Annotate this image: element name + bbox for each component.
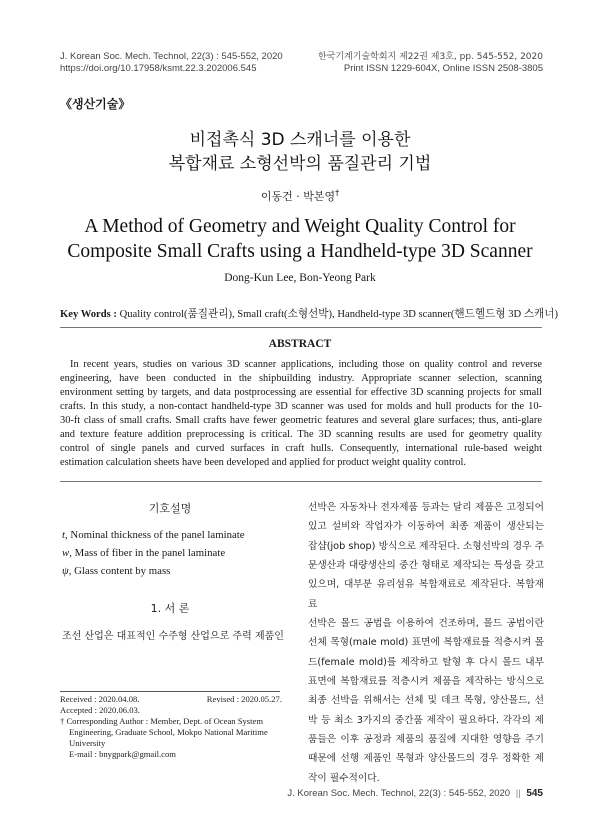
article-category: 《생산기술》 bbox=[60, 97, 131, 111]
title-english-line-2: Composite Small Crafts using a Handheld-type 3D Scanner bbox=[67, 241, 533, 262]
body-line: 때문에 선행 제품인 목형과 양산몰드의 경우 정확한 제 bbox=[308, 753, 544, 765]
page-number: 545 bbox=[526, 788, 543, 799]
keywords bbox=[60, 306, 558, 321]
title-korean bbox=[0, 128, 600, 176]
nomenclature-item bbox=[62, 526, 245, 544]
abstract-bottom-rule bbox=[60, 481, 542, 482]
nomenclature-item bbox=[62, 562, 245, 580]
header-journal-korean: 한국기계기술학회지 제22권 제3호, pp. 545-552, 2020 bbox=[317, 52, 543, 62]
body-line: 최종 선박을 위해서는 선체 및 데크 목형, 양산몰드, 선 bbox=[308, 695, 544, 707]
received-date: Received : 2020.04.08. bbox=[60, 694, 140, 704]
nomenclature-description: , Nominal thickness of the panel laminate bbox=[65, 529, 245, 541]
nomenclature-list bbox=[62, 526, 245, 580]
abstract-line: estimation calculation sheets have been developed and applied for product weight quality control. bbox=[60, 457, 466, 468]
body-line: 문생산과 대량생산의 중간 형태로 제작되는 특성을 갖고 bbox=[308, 560, 544, 572]
abstract-line: 30-ft class of small crafts. Small crafts have fewer geometric features and several glare surfaces; thus, anti-glare bbox=[60, 415, 542, 426]
body-line: 선체 목형(male mold) 표면에 복합재료를 적층시켜 몰 bbox=[308, 637, 544, 649]
nomenclature-heading: 기호설명 bbox=[148, 502, 192, 515]
footer-separator: || bbox=[515, 788, 521, 799]
footnote bbox=[60, 694, 282, 760]
title-korean-line-2: 복합재료 소형선박의 품질관리 기법 bbox=[168, 154, 432, 174]
authors-korean bbox=[0, 188, 600, 204]
header-doi-link[interactable]: https://doi.org/10.17958/ksmt.22.3.202006.545 bbox=[60, 63, 257, 74]
body-line: 표면에 복합재료를 적층시켜 제품을 제작하는 방식으로 bbox=[308, 676, 544, 688]
revised-date: Revised : 2020.05.27. bbox=[206, 694, 282, 704]
abstract-line: crafts. In this study, a non-contact handheld-type 3D scanner was used for molds and hull products for the 10- bbox=[60, 401, 542, 412]
header-issn: Print ISSN 1229-604X, Online ISSN 2508-3805 bbox=[343, 63, 543, 74]
nomenclature-symbol: t bbox=[62, 529, 65, 541]
authors-korean-names: 이동건 · 박본영 bbox=[260, 190, 336, 203]
keywords-label: Key Words : bbox=[60, 309, 117, 320]
section-1-first-line: 조선 산업은 대표적인 수주형 산업으로 주력 제품인 bbox=[62, 631, 284, 642]
nomenclature-description: , Glass content by mass bbox=[68, 565, 171, 577]
abstract-line: In recent years, studies on various 3D scanner applications, including those on quality control and reverse bbox=[70, 359, 542, 370]
title-english bbox=[0, 214, 600, 264]
abstract-line: control of single panels and curved surfaces in craft hulls. Consequently, international rule-based weight bbox=[60, 443, 542, 454]
body-line: 품들은 이후 공정과 제품의 품질에 지대한 영향을 주기 bbox=[308, 734, 544, 746]
body-line: 박 등 최소 3가지의 중간품 제작이 필요하다. 각각의 제 bbox=[308, 714, 544, 726]
corresponding-author-line: University bbox=[69, 738, 106, 748]
authors-english: Dong-Kun Lee, Bon-Yeong Park bbox=[224, 272, 376, 284]
corresponding-author-note bbox=[60, 716, 282, 760]
body-line: 잡샵(job shop) 방식으로 제작된다. 소형선박의 경우 주 bbox=[308, 540, 544, 552]
corresponding-author-line: † Corresponding Author : Member, Dept. of Ocean System bbox=[60, 716, 264, 726]
abstract-top-rule bbox=[60, 327, 542, 328]
body-right-column bbox=[308, 498, 544, 788]
abstract-line: engineering, have been conducted in the shipbuilding industry. Appropriate scanner selection, scanning bbox=[60, 373, 542, 384]
nomenclature-description: , Mass of fiber in the panel laminate bbox=[69, 547, 226, 559]
nomenclature-item bbox=[62, 544, 245, 562]
footer-citation: J. Korean Soc. Mech. Technol, 22(3) : 545-552, 2020 bbox=[287, 788, 511, 799]
body-line: 선박은 자동차나 전자제품 등과는 달리 제품은 고정되어 bbox=[308, 502, 544, 513]
header-journal-citation: J. Korean Soc. Mech. Technol, 22(3) : 545-552, 2020 bbox=[60, 51, 283, 62]
keywords-text: Quality control(품질관리), Small craft(소형선박), Handheld-type 3D scanner(핸드헬드형 3D 스캐너) bbox=[119, 309, 559, 320]
page-footer bbox=[287, 788, 543, 799]
nomenclature-symbol: ψ bbox=[62, 565, 69, 577]
corresponding-author-line: Engineering, Graduate School, Mokpo National Maritime bbox=[69, 727, 268, 737]
body-line: 있으며, 대부분 유리섬유 복합재료로 제작된다. 복합재료 bbox=[308, 579, 544, 610]
footnote-rule bbox=[60, 691, 280, 692]
abstract-line: environment setting by targets, and data postprocessing are essential for effective 3D scanning projects for small bbox=[60, 387, 542, 398]
title-korean-line-1: 비접촉식 3D 스캐너를 이용한 bbox=[189, 130, 411, 150]
section-1-heading: 1. 서 론 bbox=[150, 602, 190, 615]
body-line: 선박은 몰드 공법을 이용하여 건조하며, 몰드 공법이란 bbox=[308, 618, 544, 630]
nomenclature-symbol: w bbox=[62, 547, 70, 559]
corresponding-author-line: E-mail : bnygpark@gmail.com bbox=[69, 749, 176, 759]
abstract-line: and texture feature addition preprocessing is critical. The 3D scanning results are used for geometry quality bbox=[60, 429, 542, 440]
body-line: 있고 설비와 작업자가 이동하여 최종 제품이 생산되는 bbox=[308, 521, 544, 533]
abstract-body bbox=[60, 358, 542, 470]
title-english-line-1: A Method of Geometry and Weight Quality Control for bbox=[84, 216, 516, 237]
body-line: 드(female mold)를 제작하고 탈형 후 다시 몰드 내부 bbox=[308, 656, 544, 668]
body-line: 작이 필수적이다. bbox=[308, 772, 380, 784]
accepted-date: Accepted : 2020.06.03. bbox=[60, 705, 140, 715]
corresponding-author-mark: † bbox=[335, 188, 340, 198]
abstract-heading: ABSTRACT bbox=[268, 338, 332, 350]
